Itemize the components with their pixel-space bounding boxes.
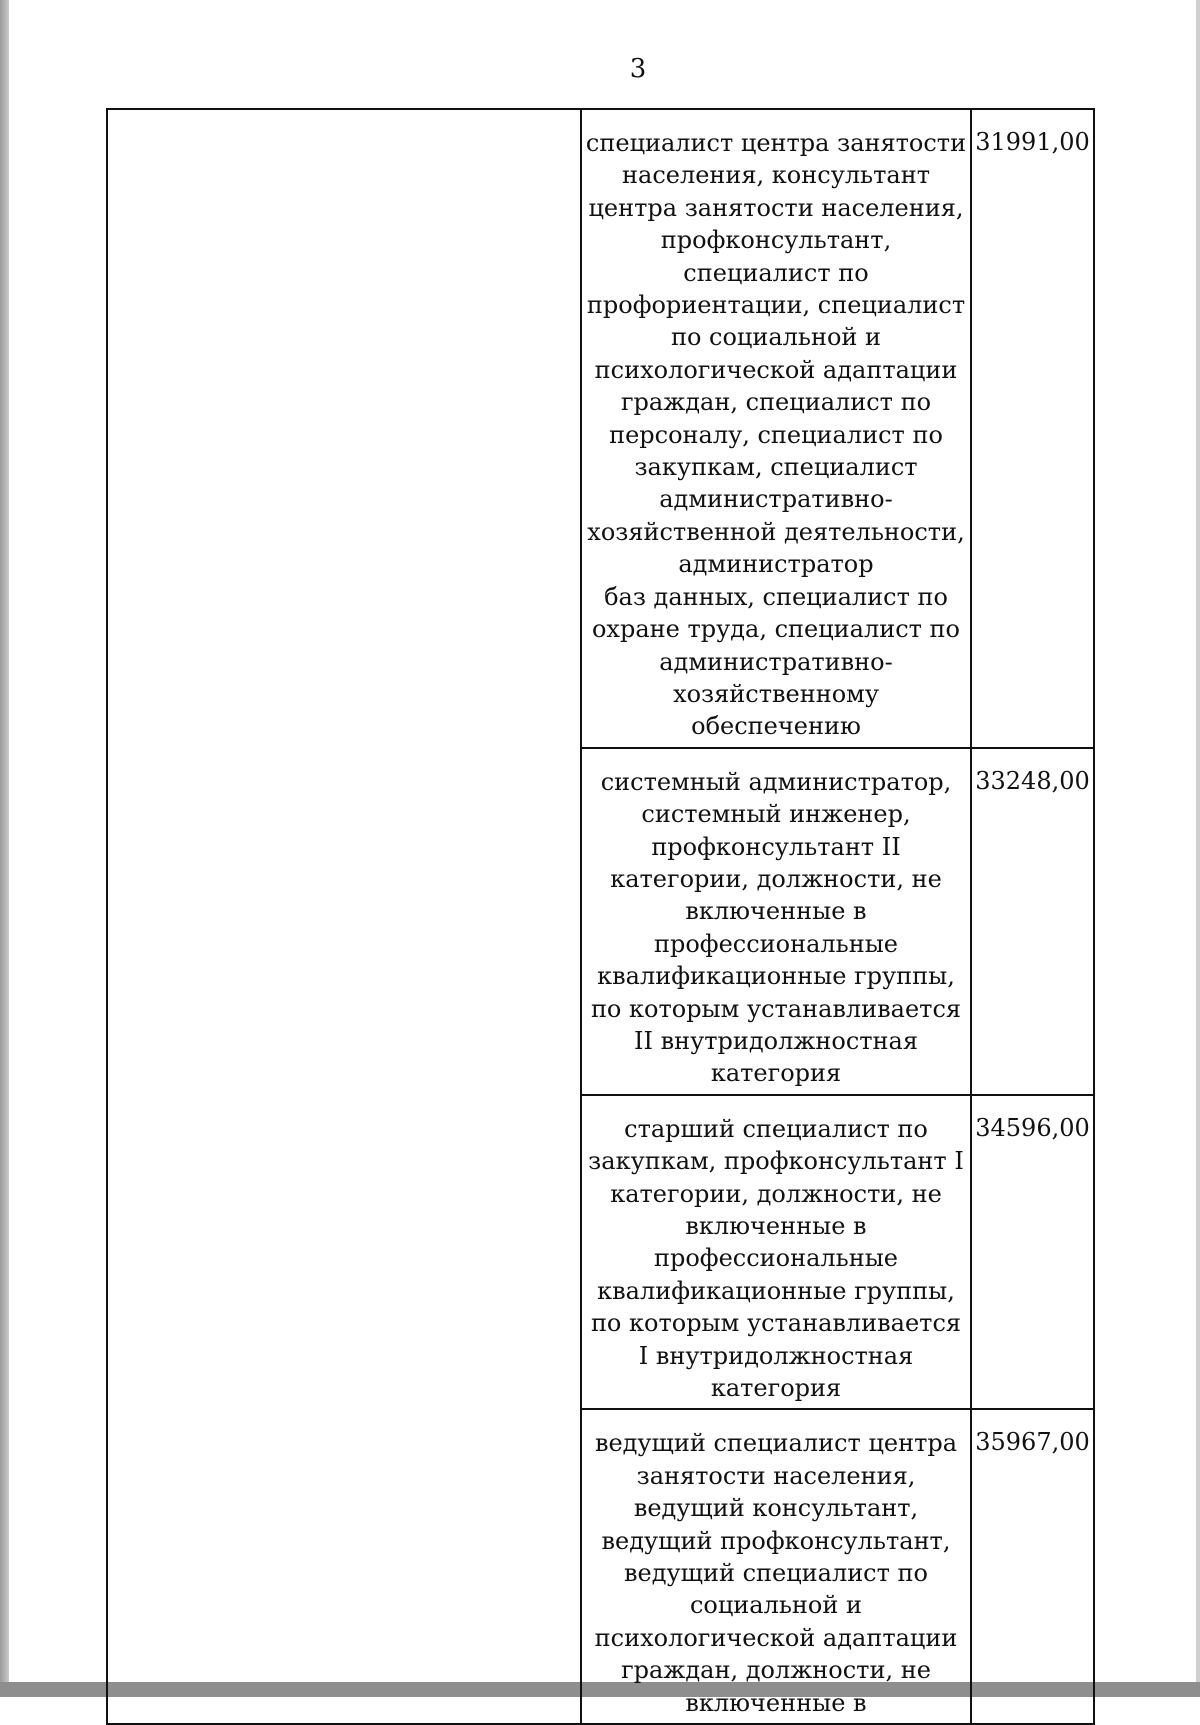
page-number: 3 [629,54,647,84]
position-description: старший специалист по закупкам, профконсультант I категории, должности, не включенные в профессиональные квалификационные группы, по которым устанавливается I внутридолжностная категория [581,1095,971,1410]
group-cell-empty [107,109,581,1724]
scan-edge-right [1196,0,1200,1697]
salary-value: 31991,00 [971,109,1094,748]
salary-table [106,108,1095,1725]
scan-edge-left [0,0,9,1697]
position-description: ведущий специалист центра занятости населения, ведущий консультант, ведущий профконсультант, ведущий специалист по социальной и психологической адаптации граждан, должности, не включенные в [581,1409,971,1724]
salary-value: 34596,00 [971,1095,1094,1410]
salary-value: 35967,00 [971,1409,1094,1724]
salary-value: 33248,00 [971,748,1094,1095]
table-row [107,109,1094,748]
position-description: специалист центра занятости населения, консультант центра занятости населения, профконсультант, специалист по профориентации, специалист по социальной и психологической адаптации граждан, специалист по персоналу, специалист по закупкам, специалист административно-хозяйственной деятельности, администратор баз данных, специалист по охране труда, специалист по административно-хозяйственному обеспечению [581,109,971,748]
position-description: системный администратор, системный инженер, профконсультант II категории, должности, не включенные в профессиональные квалификационные группы, по которым устанавливается II внутридолжностная категория [581,748,971,1095]
